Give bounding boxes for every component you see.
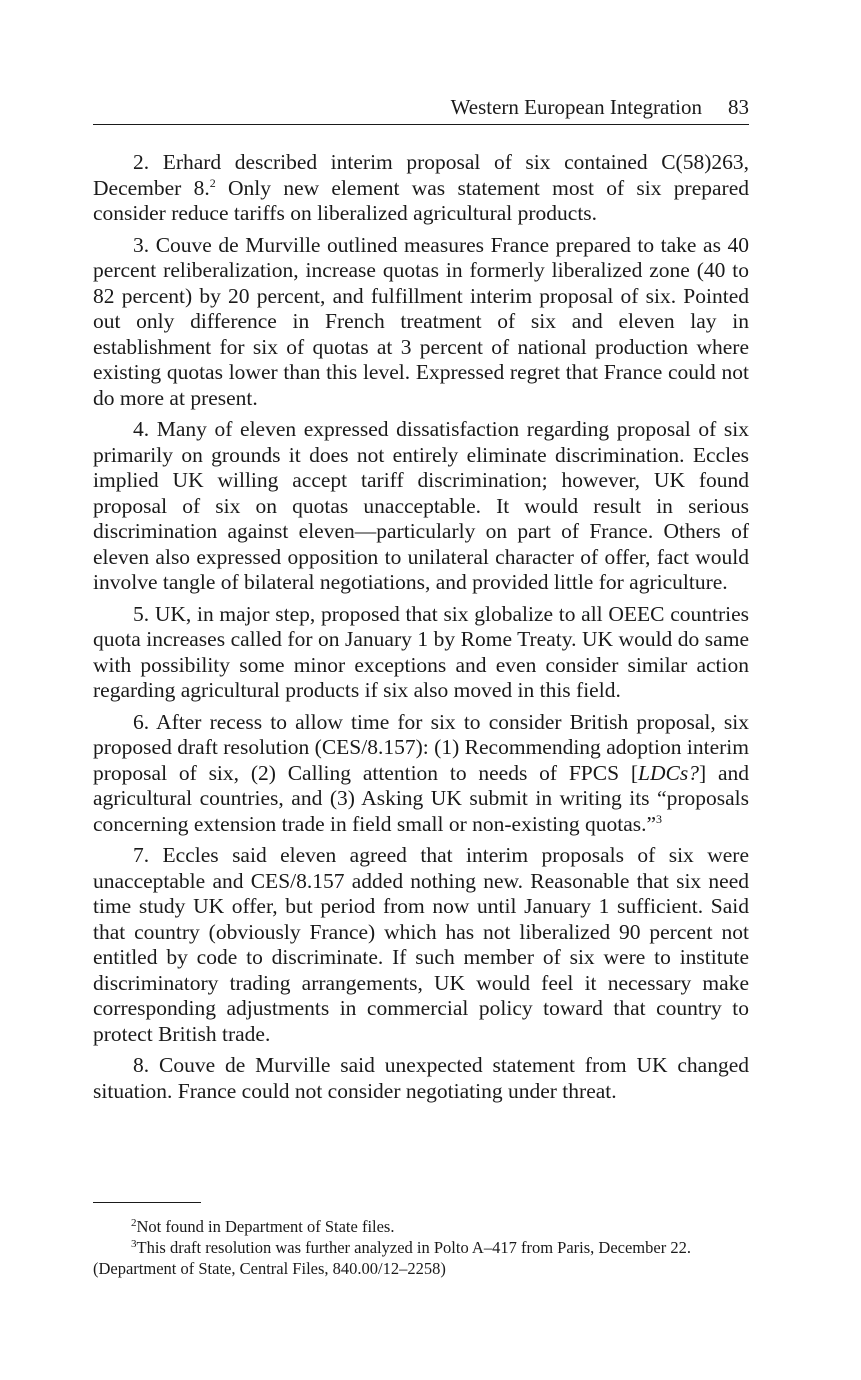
paragraph-6 (93, 710, 749, 838)
paragraph-text: UK, in major step, proposed that six globalize to all OEEC countries quota increases called for on January 1 by Rome Treaty. UK would do same with possibility some minor exceptions and even consider similar action regarding agricultural products if six also moved in this field. (93, 601, 750, 702)
paragraph-text: After recess to allow time for six to consider British proposal, six proposed draft resolution (CES/8.157): (1) Recommending adoption interim proposal of six, (2) Calling attention to needs of FPCS [ (93, 709, 749, 785)
paragraph-5 (93, 602, 749, 704)
paragraph-number: 6. (133, 709, 150, 734)
paragraph-8 (93, 1053, 749, 1104)
paragraph-number: 3. (133, 232, 150, 257)
footnote-rule (93, 1202, 201, 1203)
footnote-marker: 2 (131, 1217, 137, 1229)
footnote-reference: 2 (209, 175, 216, 190)
paragraph-3 (93, 233, 749, 412)
running-header (93, 92, 749, 122)
paragraph-text: ] and agricultural countries, and (3) Asking UK submit in writing its “proposals concerning extension trade in field small or non-existing quotas.” (93, 760, 749, 836)
paragraph-text: Eccles said eleven agreed that interim proposals of six were unacceptable and CES/8.157 added nothing new. Reasonable that six need time study UK offer, but period from now until January 1 sufficient. Said that country (obviously France) which has not liberalized 90 percent not entitled by code to discriminate. If such member of six were to institute discriminatory trading arrangements, UK would feel it necessary make corresponding adjustments in commercial policy toward that country to protect British trade. (93, 843, 749, 1046)
footnote-text: Not found in Department of State files. (136, 1217, 395, 1236)
paragraph-number: 2. (133, 150, 150, 174)
paragraph-number: 7. (133, 843, 150, 867)
body-text (93, 150, 749, 1110)
footnote-reference: 3 (656, 811, 663, 826)
paragraph-number: 5. (133, 601, 150, 626)
paragraph-2 (93, 150, 749, 227)
header-rule (93, 124, 749, 125)
paragraph-7 (93, 843, 749, 1047)
paragraph-text: Only new element was statement most of six prepared consider reduce tariffs on liberalized agricultural products. (93, 175, 749, 225)
paragraph-number: 8. (133, 1053, 150, 1077)
footnotes (93, 1216, 749, 1279)
paragraph-number: 4. (133, 417, 150, 441)
footnote-3 (93, 1237, 749, 1279)
paragraph-text: Erhard described interim proposal of six contained C(58)263, December 8. (93, 150, 749, 200)
footnote-marker: 3 (131, 1238, 137, 1250)
paragraph-text: Couve de Murville outlined measures France prepared to take as 40 percent reliberalization, increase quotas in formerly liberalized zone (40 to 82 percent) by 20 percent, and fulfillment interim proposal of six. Pointed out only difference in French treatment of six and eleven lay in establishment for six of quotas at 3 percent of national production where existing quotas lower than this level. Expressed regret that France could not do more at present. (93, 232, 749, 410)
footnote-text: This draft resolution was further analyzed in Polto A–417 from Paris, December 22. (Department of State, Central Files, 840.00/12–2258) (93, 1238, 691, 1278)
paragraph-text: Many of eleven expressed dissatisfaction regarding proposal of six primarily on grounds it does not entirely eliminate discrimination. Eccles implied UK willing accept tariff discrimination; however, UK found proposal of six on quotas unacceptable. It would result in serious discrimination against eleven—particularly on part of France. Others of eleven also expressed opposition to unilateral character of offer, fact would involve tangle of bilateral negotiations, and provided little for agriculture. (93, 417, 750, 594)
paragraph-text: Couve de Murville said unexpected statement from UK changed situation. France could not consider negotiating under threat. (93, 1053, 749, 1103)
page-number: 83 (728, 95, 749, 119)
italic-text: LDCs? (638, 760, 699, 785)
running-title: Western European Integration (450, 95, 702, 119)
paragraph-4 (93, 417, 749, 596)
footnote-2 (93, 1216, 749, 1237)
